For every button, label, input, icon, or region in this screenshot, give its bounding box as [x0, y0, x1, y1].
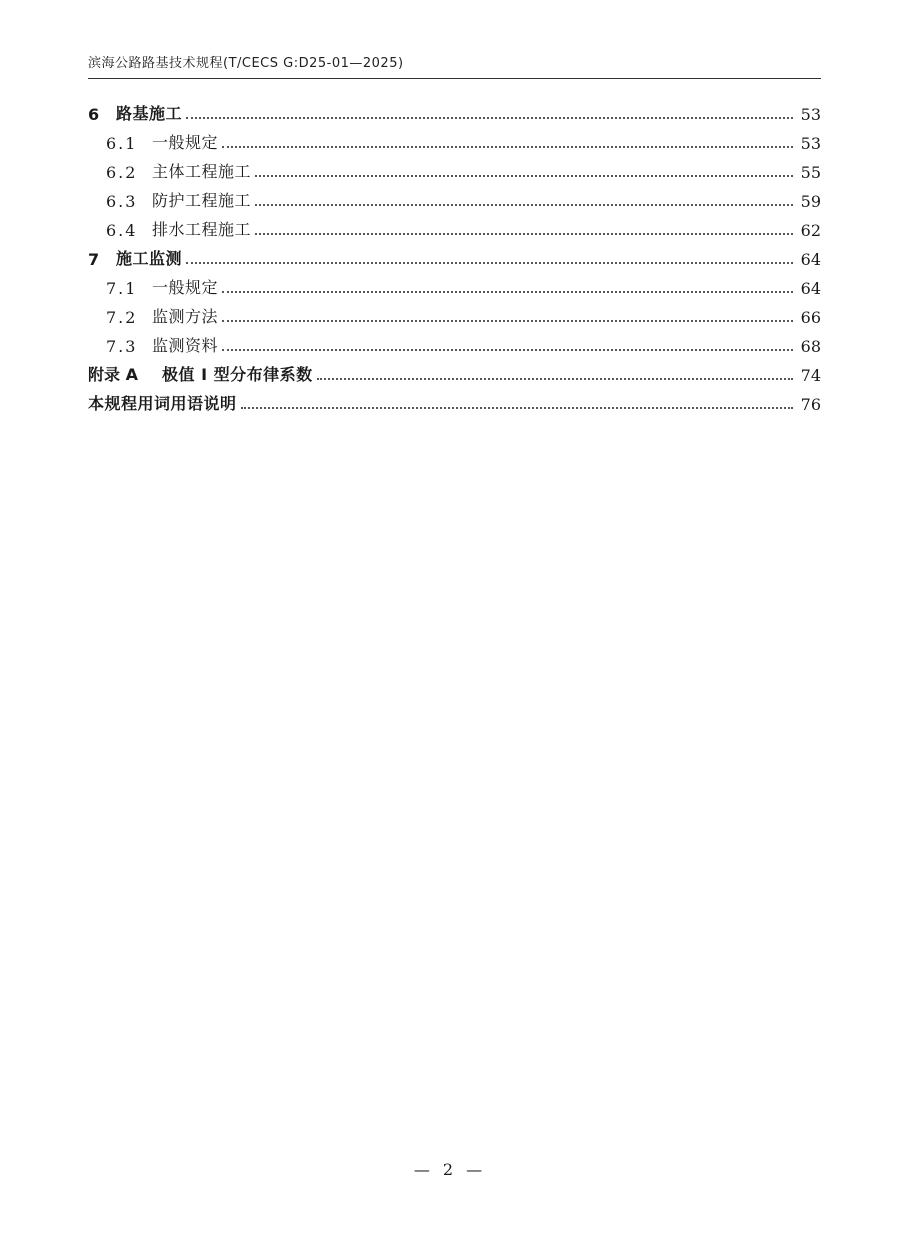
toc-entry-title: 本规程用词用语说明 — [88, 394, 237, 413]
toc-entry-page: 68 — [800, 337, 821, 356]
toc-entry-number: 7 — [88, 250, 100, 269]
toc-entry-page: 55 — [800, 163, 821, 182]
dot-leader — [186, 262, 793, 264]
toc-entry-page: 59 — [800, 192, 821, 211]
toc-entry-title: 路基施工 — [116, 104, 183, 123]
dot-leader — [186, 117, 793, 119]
toc-entry-title: 一般规定 — [152, 278, 219, 297]
toc-entry-number: 6.3 — [106, 192, 138, 211]
dot-leader — [222, 320, 793, 322]
toc-entry — [88, 269, 821, 298]
toc-entry-number: 6.4 — [106, 221, 138, 240]
toc-entry-page: 74 — [800, 366, 821, 385]
toc-entry — [88, 385, 821, 414]
dot-leader — [222, 349, 793, 351]
dot-leader — [255, 175, 793, 177]
dot-leader — [222, 291, 793, 293]
toc-entry-title: 极值 I 型分布律系数 — [162, 365, 313, 384]
toc-entry-page: 53 — [800, 105, 821, 124]
running-header: 滨海公路路基技术规程(T/CECS G:D25-01—2025) — [88, 56, 404, 71]
toc-entry — [88, 327, 821, 356]
toc-entry-page: 76 — [800, 395, 821, 414]
toc-entry-page: 62 — [800, 221, 821, 240]
toc-entry — [88, 153, 821, 182]
toc-entry-number: 6.2 — [106, 163, 138, 182]
toc-entry — [88, 298, 821, 327]
toc-entry-title: 监测资料 — [152, 336, 219, 355]
toc-entry — [88, 240, 821, 269]
toc-entry — [88, 124, 821, 153]
toc-entry — [88, 356, 821, 385]
header-rule — [88, 78, 821, 79]
toc-entry-title: 施工监测 — [116, 249, 183, 268]
toc-entry-number: 附录 A — [88, 365, 138, 384]
toc-entry-page: 64 — [800, 250, 821, 269]
toc-entry-title: 排水工程施工 — [152, 220, 252, 239]
toc-entry — [88, 95, 821, 124]
toc-entry-page: 64 — [800, 279, 821, 298]
toc-entry-title: 监测方法 — [152, 307, 219, 326]
table-of-contents — [88, 95, 821, 414]
toc-entry-title: 一般规定 — [152, 133, 219, 152]
toc-entry-number: 7.2 — [106, 308, 138, 327]
toc-entry-number: 7.3 — [106, 337, 138, 356]
toc-entry-number: 6.1 — [106, 134, 138, 153]
toc-entry-title: 主体工程施工 — [152, 162, 252, 181]
dot-leader — [255, 204, 793, 206]
dot-leader — [222, 146, 793, 148]
toc-entry-page: 53 — [800, 134, 821, 153]
dot-leader — [255, 233, 793, 235]
toc-entry-number: 6 — [88, 105, 100, 124]
dot-leader — [317, 378, 793, 380]
dot-leader — [241, 407, 793, 409]
page-number: — 2 — — [413, 1160, 487, 1179]
toc-entry — [88, 211, 821, 240]
toc-entry-title: 防护工程施工 — [152, 191, 252, 210]
toc-entry — [88, 182, 821, 211]
toc-entry-page: 66 — [800, 308, 821, 327]
toc-entry-number: 7.1 — [106, 279, 138, 298]
